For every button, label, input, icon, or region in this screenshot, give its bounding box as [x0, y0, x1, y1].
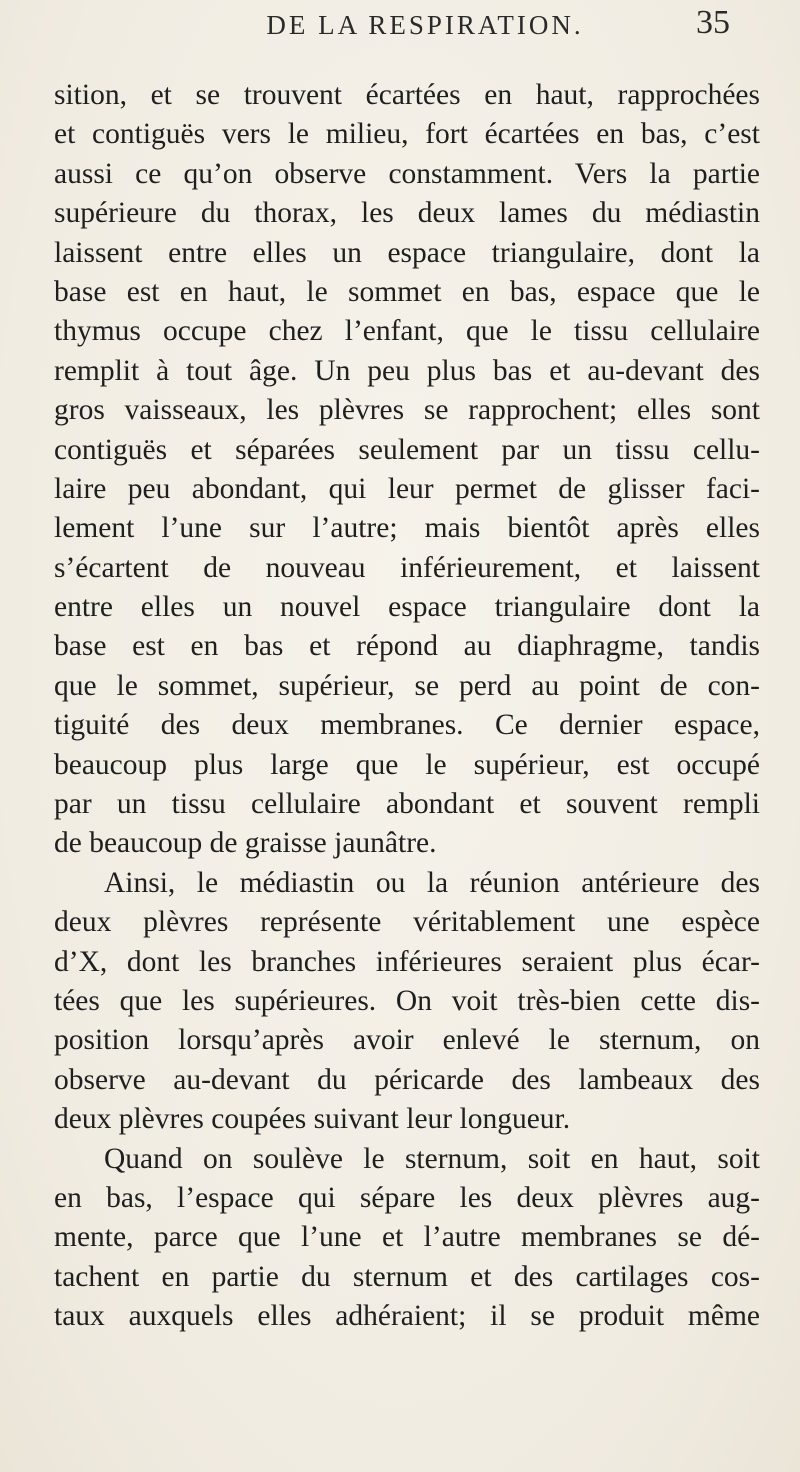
text-line: base est en bas et répond au diaphragme, tandis — [54, 630, 760, 663]
text-line: Ainsi, le médiastin ou la réunion antérieure des — [104, 866, 760, 899]
text-line: observe au-devant du péricarde des lambeaux des — [54, 1063, 760, 1096]
text-line: thymus occupe chez l’enfant, que le tissu cellulaire — [54, 315, 760, 348]
text-line: mente, parce que l’une et l’autre membranes se dé- — [54, 1221, 760, 1254]
text-line: remplit à tout âge. Un peu plus bas et au-devant des — [54, 354, 760, 387]
text-line: deux plèvres représente véritablement une espèce — [54, 906, 760, 939]
text-line: d’X, dont les branches inférieures seraient plus écar- — [54, 945, 760, 978]
text-line: taux auxquels elles adhéraient; il se produit même — [54, 1300, 760, 1333]
page-number: 35 — [696, 4, 730, 41]
text-line: contiguës et séparées seulement par un tissu cellu- — [54, 433, 760, 466]
text-line: et contiguës vers le milieu, fort écartées en bas, c’est — [54, 118, 760, 151]
text-line: Quand on soulève le sternum, soit en haut, soit — [104, 1142, 760, 1175]
text-line: en bas, l’espace qui sépare les deux plèvres aug- — [54, 1181, 760, 1214]
text-line: gros vaisseaux, les plèvres se rapprochent; elles sont — [54, 394, 760, 427]
text-line: beaucoup plus large que le supérieur, est occupé — [54, 748, 760, 781]
text-line: sition, et se trouvent écartées en haut, rapprochées — [54, 79, 760, 111]
text-line: par un tissu cellulaire abondant et souvent rempli — [54, 788, 760, 821]
text-line: deux plèvres coupées suivant leur longueur. — [54, 1103, 571, 1136]
text-line: laire peu abondant, qui leur permet de glisser faci- — [54, 472, 760, 505]
text-line: supérieure du thorax, les deux lames du médiastin — [54, 197, 760, 230]
text-line: tées que les supérieures. On voit très-bien cette dis- — [54, 984, 760, 1017]
text-line: base est en haut, le sommet en bas, espace que le — [54, 275, 760, 308]
text-line: tiguité des deux membranes. Ce dernier espace, — [54, 709, 760, 742]
body-text — [54, 76, 760, 1337]
text-line: que le sommet, supérieur, se perd au point de con- — [54, 669, 760, 702]
text-line: s’écartent de nouveau inférieurement, et laissent — [54, 551, 760, 584]
text-line: entre elles un nouvel espace triangulaire dont la — [54, 591, 760, 624]
text-line: laissent entre elles un espace triangulaire, dont la — [54, 236, 760, 269]
text-line: position lorsqu’après avoir enlevé le sternum, on — [54, 1024, 760, 1057]
text-line: lement l’une sur l’autre; mais bientôt après elles — [54, 512, 760, 545]
text-line: aussi ce qu’on observe constamment. Vers la partie — [54, 157, 760, 190]
text-line: de beaucoup de graisse jaunâtre. — [54, 827, 437, 860]
running-head: DE LA RESPIRATION. — [266, 10, 584, 40]
text-line: tachent en partie du sternum et des cartilages cos- — [54, 1260, 760, 1293]
